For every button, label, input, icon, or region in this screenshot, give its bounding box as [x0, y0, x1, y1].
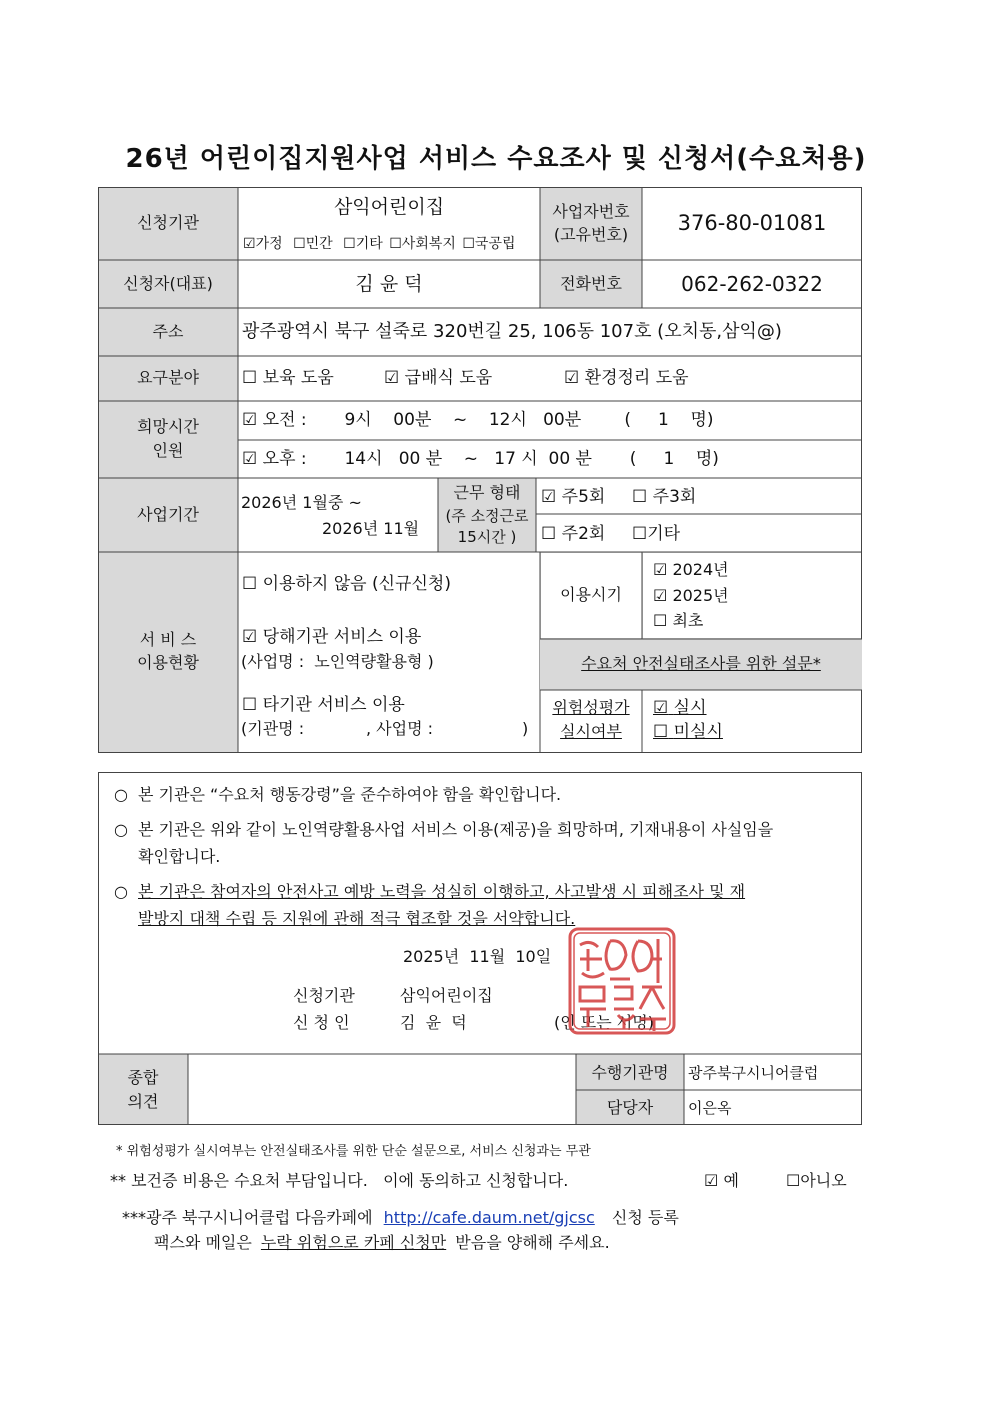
checkbox-checked-icon[interactable]: ☑ [541, 487, 557, 507]
biz-no-label-2: (고유번호) [553, 225, 629, 244]
risk-not-done[interactable]: ☐ 미실시 [653, 722, 723, 742]
checkbox-checked-icon[interactable]: ☑ [653, 586, 668, 605]
work-3days[interactable]: ☐ 주3회 [632, 487, 697, 507]
org-type-welfare[interactable]: ☐사회복지 [389, 236, 456, 252]
org-type-private[interactable]: ☐민간 [293, 236, 333, 252]
org-type-other[interactable]: ☐기타 [343, 236, 383, 252]
period-start: 2026년 1월중 ~ [241, 493, 362, 512]
usage-other-sub-1: (기관명 : [241, 719, 305, 738]
declaration-line-1: 본 기관은 “수요처 행동강령”을 준수하여야 함을 확인합니다. [138, 785, 562, 804]
note-fax-suffix: 받음을 양해해 주세요. [455, 1233, 610, 1252]
risk-label-1: 위험성평가 [552, 698, 630, 717]
phone-label: 전화번호 [560, 274, 622, 293]
application-form [98, 187, 862, 753]
use-period-label: 이용시기 [560, 585, 622, 604]
time-label-2: 인원 [152, 441, 184, 460]
checkbox-empty-icon[interactable]: ☐ [242, 368, 258, 388]
declaration-line-2b: 확인합니다. [138, 847, 221, 866]
biz-no-value: 376-80-01081 [677, 211, 827, 235]
use-period-first[interactable]: ☐ 최초 [653, 611, 704, 630]
checkbox-checked-icon[interactable]: ☑ [242, 627, 258, 647]
checkbox-checked-icon[interactable]: ☑ [384, 368, 400, 388]
checkbox-checked-icon[interactable]: ☑ [242, 410, 258, 430]
exec-org-value: 광주북구시니어클럽 [688, 1064, 819, 1082]
need-cleaning[interactable]: ☑ 환경정리 도움 [564, 368, 689, 388]
survey-heading: 수요처 안전실태조사를 위한 설문* [581, 654, 821, 673]
usage-this-sub: (사업명 : 노인역량활용형 ) [241, 652, 434, 671]
declaration-box [98, 772, 862, 1125]
checkbox-empty-icon[interactable]: ☐ [632, 524, 648, 544]
sign-org-label: 신청기관 [293, 986, 355, 1005]
checkbox-empty-icon[interactable]: ☐ [653, 611, 668, 630]
work-other[interactable]: ☐기타 [632, 524, 681, 544]
address-value: 광주광역시 북구 설죽로 320번길 25, 106동 107호 (오치동,삼익@) [242, 321, 782, 342]
declaration-line-3a: 본 기관은 참여자의 안전사고 예방 노력을 성실히 이행하고, 사고발생 시 피해조사 및 재 [138, 882, 746, 901]
note-health-cert: ** 보건증 비용은 수요처 부담입니다. 이에 동의하고 신청합니다. [110, 1171, 569, 1190]
exec-org-label: 수행기관명 [591, 1063, 669, 1082]
usage-label-2: 이용현황 [137, 653, 199, 672]
rep-label: 신청자(대표) [123, 274, 213, 293]
checkbox-empty-icon[interactable]: ☐ [653, 722, 669, 742]
note-fax [154, 1233, 610, 1253]
manager-value: 이은옥 [688, 1099, 732, 1117]
checkbox-empty-icon[interactable]: ☐ [389, 236, 402, 252]
use-period-2024[interactable]: ☑ 2024년 [653, 560, 729, 579]
checkbox-empty-icon[interactable]: ☐ [462, 236, 475, 252]
usage-other-sub-3: ) [522, 719, 529, 738]
bullet-icon: ○ [114, 882, 128, 901]
rep-name: 김 윤 덕 [355, 273, 423, 295]
need-meal[interactable]: ☑ 급배식 도움 [384, 368, 493, 388]
usage-none[interactable]: ☐ 이용하지 않음 (신규신청) [242, 574, 451, 594]
time-am[interactable]: ☑ 오전 : 9시 00분 ~ 12시 00분 ( 1 명) [242, 410, 714, 430]
usage-label-1: 서 비 스 [139, 630, 197, 649]
checkbox-empty-icon[interactable]: ☐ [293, 236, 306, 252]
opinion-label-1: 종합 [127, 1068, 159, 1087]
note-fax-emphasis: 누락 위험으로 카페 신청만 [260, 1233, 447, 1252]
usage-other-sub-2: , 사업명 : [366, 719, 434, 738]
checkbox-checked-icon[interactable]: ☑ [704, 1171, 719, 1190]
work-2days[interactable]: ☐ 주2회 [541, 524, 606, 544]
period-label: 사업기간 [137, 505, 199, 524]
time-label-1: 희망시간 [137, 417, 199, 436]
org-type-options [243, 234, 516, 254]
org-type-public[interactable]: ☐국공립 [462, 236, 516, 252]
checkbox-empty-icon[interactable]: ☐ [786, 1171, 801, 1190]
work-type-label-2: (주 소정근로 [445, 507, 529, 525]
address-label: 주소 [152, 322, 184, 341]
checkbox-checked-icon[interactable]: ☑ [242, 449, 258, 469]
sign-org-name: 삼익어린이집 [400, 986, 493, 1005]
declaration-line-2a: 본 기관은 위와 같이 노인역량활용사업 서비스 이용(제공)을 희망하며, 기재내용이 사실임을 [138, 820, 774, 839]
declaration-line-3b: 발방지 대책 수립 등 지원에 관해 적극 협조할 것을 서약합니다. [138, 909, 576, 928]
note-cafe [122, 1208, 679, 1228]
work-type-label-1: 근무 형태 [453, 483, 521, 502]
period-end: 2026년 11월 [322, 519, 420, 538]
risk-done[interactable]: ☑ 실시 [653, 698, 707, 718]
need-care[interactable]: ☐ 보육 도움 [242, 368, 334, 388]
usage-this[interactable]: ☑ 당해기관 서비스 이용 [242, 627, 422, 647]
checkbox-checked-icon[interactable]: ☑ [564, 368, 580, 388]
manager-label: 담당자 [606, 1098, 654, 1117]
phone-value: 062-262-0322 [681, 272, 823, 296]
bullet-icon: ○ [114, 785, 128, 804]
checkbox-empty-icon[interactable]: ☐ [343, 236, 356, 252]
agree-yes[interactable]: ☑ 예 [704, 1171, 739, 1190]
risk-label-2: 실시여부 [560, 722, 622, 741]
checkbox-empty-icon[interactable]: ☐ [632, 487, 648, 507]
org-name: 삼익어린이집 [333, 196, 445, 218]
work-5days[interactable]: ☑ 주5회 [541, 487, 606, 507]
opinion-label-2: 의견 [127, 1092, 159, 1111]
checkbox-empty-icon[interactable]: ☐ [242, 695, 258, 715]
checkbox-checked-icon[interactable]: ☑ [243, 236, 256, 252]
note-cafe-suffix: 신청 등록 [611, 1208, 679, 1227]
biz-no-label-1: 사업자번호 [552, 202, 630, 221]
org-seal-stamp [566, 925, 678, 1037]
need-label: 요구분야 [137, 368, 199, 387]
note-fax-prefix: 팩스와 메일은 [154, 1233, 252, 1252]
declaration-date: 2025년 11월 10일 [403, 947, 552, 966]
cafe-link[interactable]: http://cafe.daum.net/gjcsc [383, 1208, 595, 1227]
checkbox-empty-icon[interactable]: ☐ [242, 574, 258, 594]
bullet-icon: ○ [114, 820, 128, 839]
sign-applicant-label: 신 청 인 [293, 1013, 350, 1032]
work-type-label-3: 15시간 ) [457, 528, 517, 546]
checkbox-checked-icon[interactable]: ☑ [653, 698, 669, 718]
usage-other[interactable]: ☐ 타기관 서비스 이용 [242, 695, 405, 715]
note-risk-assessment: * 위험성평가 실시여부는 안전실태조사를 위한 단순 설문으로, 서비스 신청과는 무관 [116, 1144, 591, 1159]
use-period-2025[interactable]: ☑ 2025년 [653, 586, 729, 605]
page-title: 26년 어린이집지원사업 서비스 수요조사 및 신청서(수요처용) [125, 144, 867, 174]
checkbox-empty-icon[interactable]: ☐ [541, 524, 557, 544]
agree-no[interactable]: ☐아니오 [786, 1171, 847, 1190]
org-type-home[interactable]: ☑가정 [243, 236, 283, 252]
sign-applicant-name: 김 윤 덕 [400, 1013, 467, 1032]
checkbox-checked-icon[interactable]: ☑ [653, 560, 668, 579]
sign-note: (인 또는 서명) [554, 1013, 654, 1032]
time-pm[interactable]: ☑ 오후 : 14시 00 분 ~ 17 시 00 분 ( 1 명) [242, 449, 719, 469]
org-label: 신청기관 [137, 213, 199, 232]
note-cafe-prefix: ***광주 북구시니어클럽 다음카페에 [122, 1208, 373, 1227]
